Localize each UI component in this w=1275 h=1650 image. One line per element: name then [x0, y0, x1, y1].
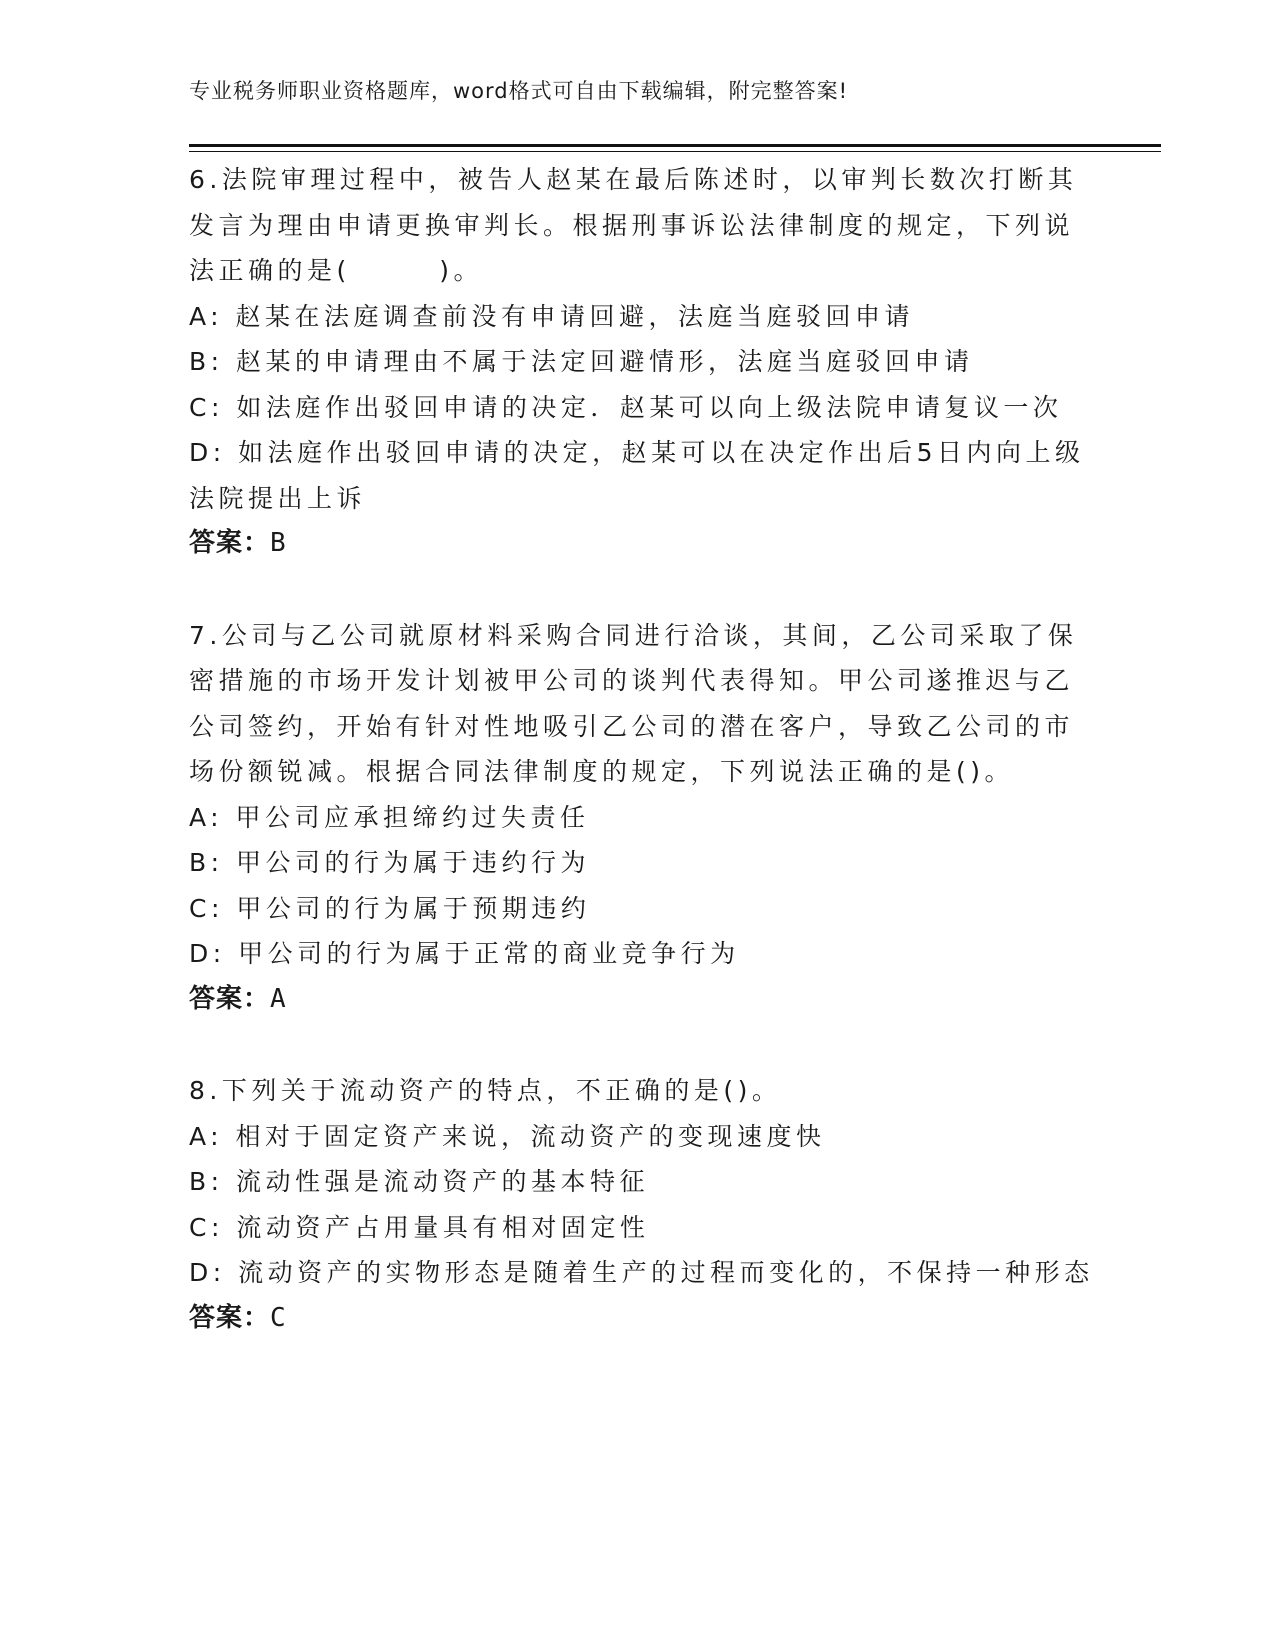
answer-label: 答案：: [189, 1302, 271, 1333]
answer-label: 答案：: [189, 983, 271, 1014]
option-a: A: 赵某在法庭调查前没有申请回避，法庭当庭驳回申请: [189, 301, 915, 331]
question-8: [189, 1068, 1094, 1341]
option-d: D: 甲公司的行为属于正常的商业竞争行为: [189, 939, 740, 968]
answer: [189, 521, 1089, 567]
question-stem: 场份额锐减。根据合同法律制度的规定，下列说法正确的是()。: [189, 757, 1015, 786]
option-a: A: 相对于固定资产来说，流动资产的变现速度快: [189, 1121, 826, 1151]
question-stem: 发言为理由申请更换审判长。根据刑事诉讼法律制度的规定，下列说: [189, 210, 1075, 240]
answer: [189, 977, 1089, 1023]
option-b: B: 流动性强是流动资产的基本特征: [189, 1167, 650, 1196]
question-6: [189, 157, 1089, 567]
option-d: D: 如法庭作出驳回申请的决定，赵某可以在决定作出后5日内向上级: [189, 438, 1085, 467]
answer-value: A: [270, 983, 287, 1014]
answer: [189, 1296, 1089, 1342]
option-a: A: 甲公司应承担缔约过失责任: [189, 802, 590, 832]
question-stem: 密措施的市场开发计划被甲公司的谈判代表得知。甲公司遂推迟与乙: [189, 666, 1075, 695]
question-stem: 7.公司与乙公司就原材料采购合同进行洽谈，其间，乙公司采取了保: [189, 620, 1078, 650]
option-b: B: 赵某的申请理由不属于法定回避情形，法庭当庭驳回申请: [189, 347, 974, 376]
option-c: C: 甲公司的行为属于预期违约: [189, 893, 591, 923]
option-b: B: 甲公司的行为属于违约行为: [189, 848, 591, 877]
question-stem: 8.下列关于流动资产的特点，不正确的是()。: [189, 1076, 782, 1105]
page-header: 专业税务师职业资格题库，word格式可自由下载编辑，附完整答案!: [189, 79, 849, 103]
question-list: [189, 157, 1094, 1341]
answer-value: C: [270, 1302, 287, 1333]
question-7: [189, 613, 1089, 1023]
option-d-continued: 法院提出上诉: [189, 483, 367, 513]
answer-label: 答案：: [189, 528, 271, 558]
question-stem: 6.法院审理过程中，被告人赵某在最后陈述时，以审判长数次打断其: [189, 165, 1078, 194]
header-divider: [189, 144, 1161, 147]
option-c: C: 如法庭作出驳回申请的决定．赵某可以向上级法院申请复议一次: [189, 392, 1063, 422]
header-divider-thin: [189, 151, 1161, 152]
question-stem: 法正确的是( )。: [189, 256, 484, 285]
question-stem: 公司签约，开始有针对性地吸引乙公司的潜在客户，导致乙公司的市: [189, 711, 1075, 741]
option-d: D: 流动资产的实物形态是随着生产的过程而变化的，不保持一种形态: [189, 1258, 1094, 1287]
option-c: C: 流动资产占用量具有相对固定性: [189, 1212, 650, 1242]
answer-value: B: [270, 528, 287, 558]
